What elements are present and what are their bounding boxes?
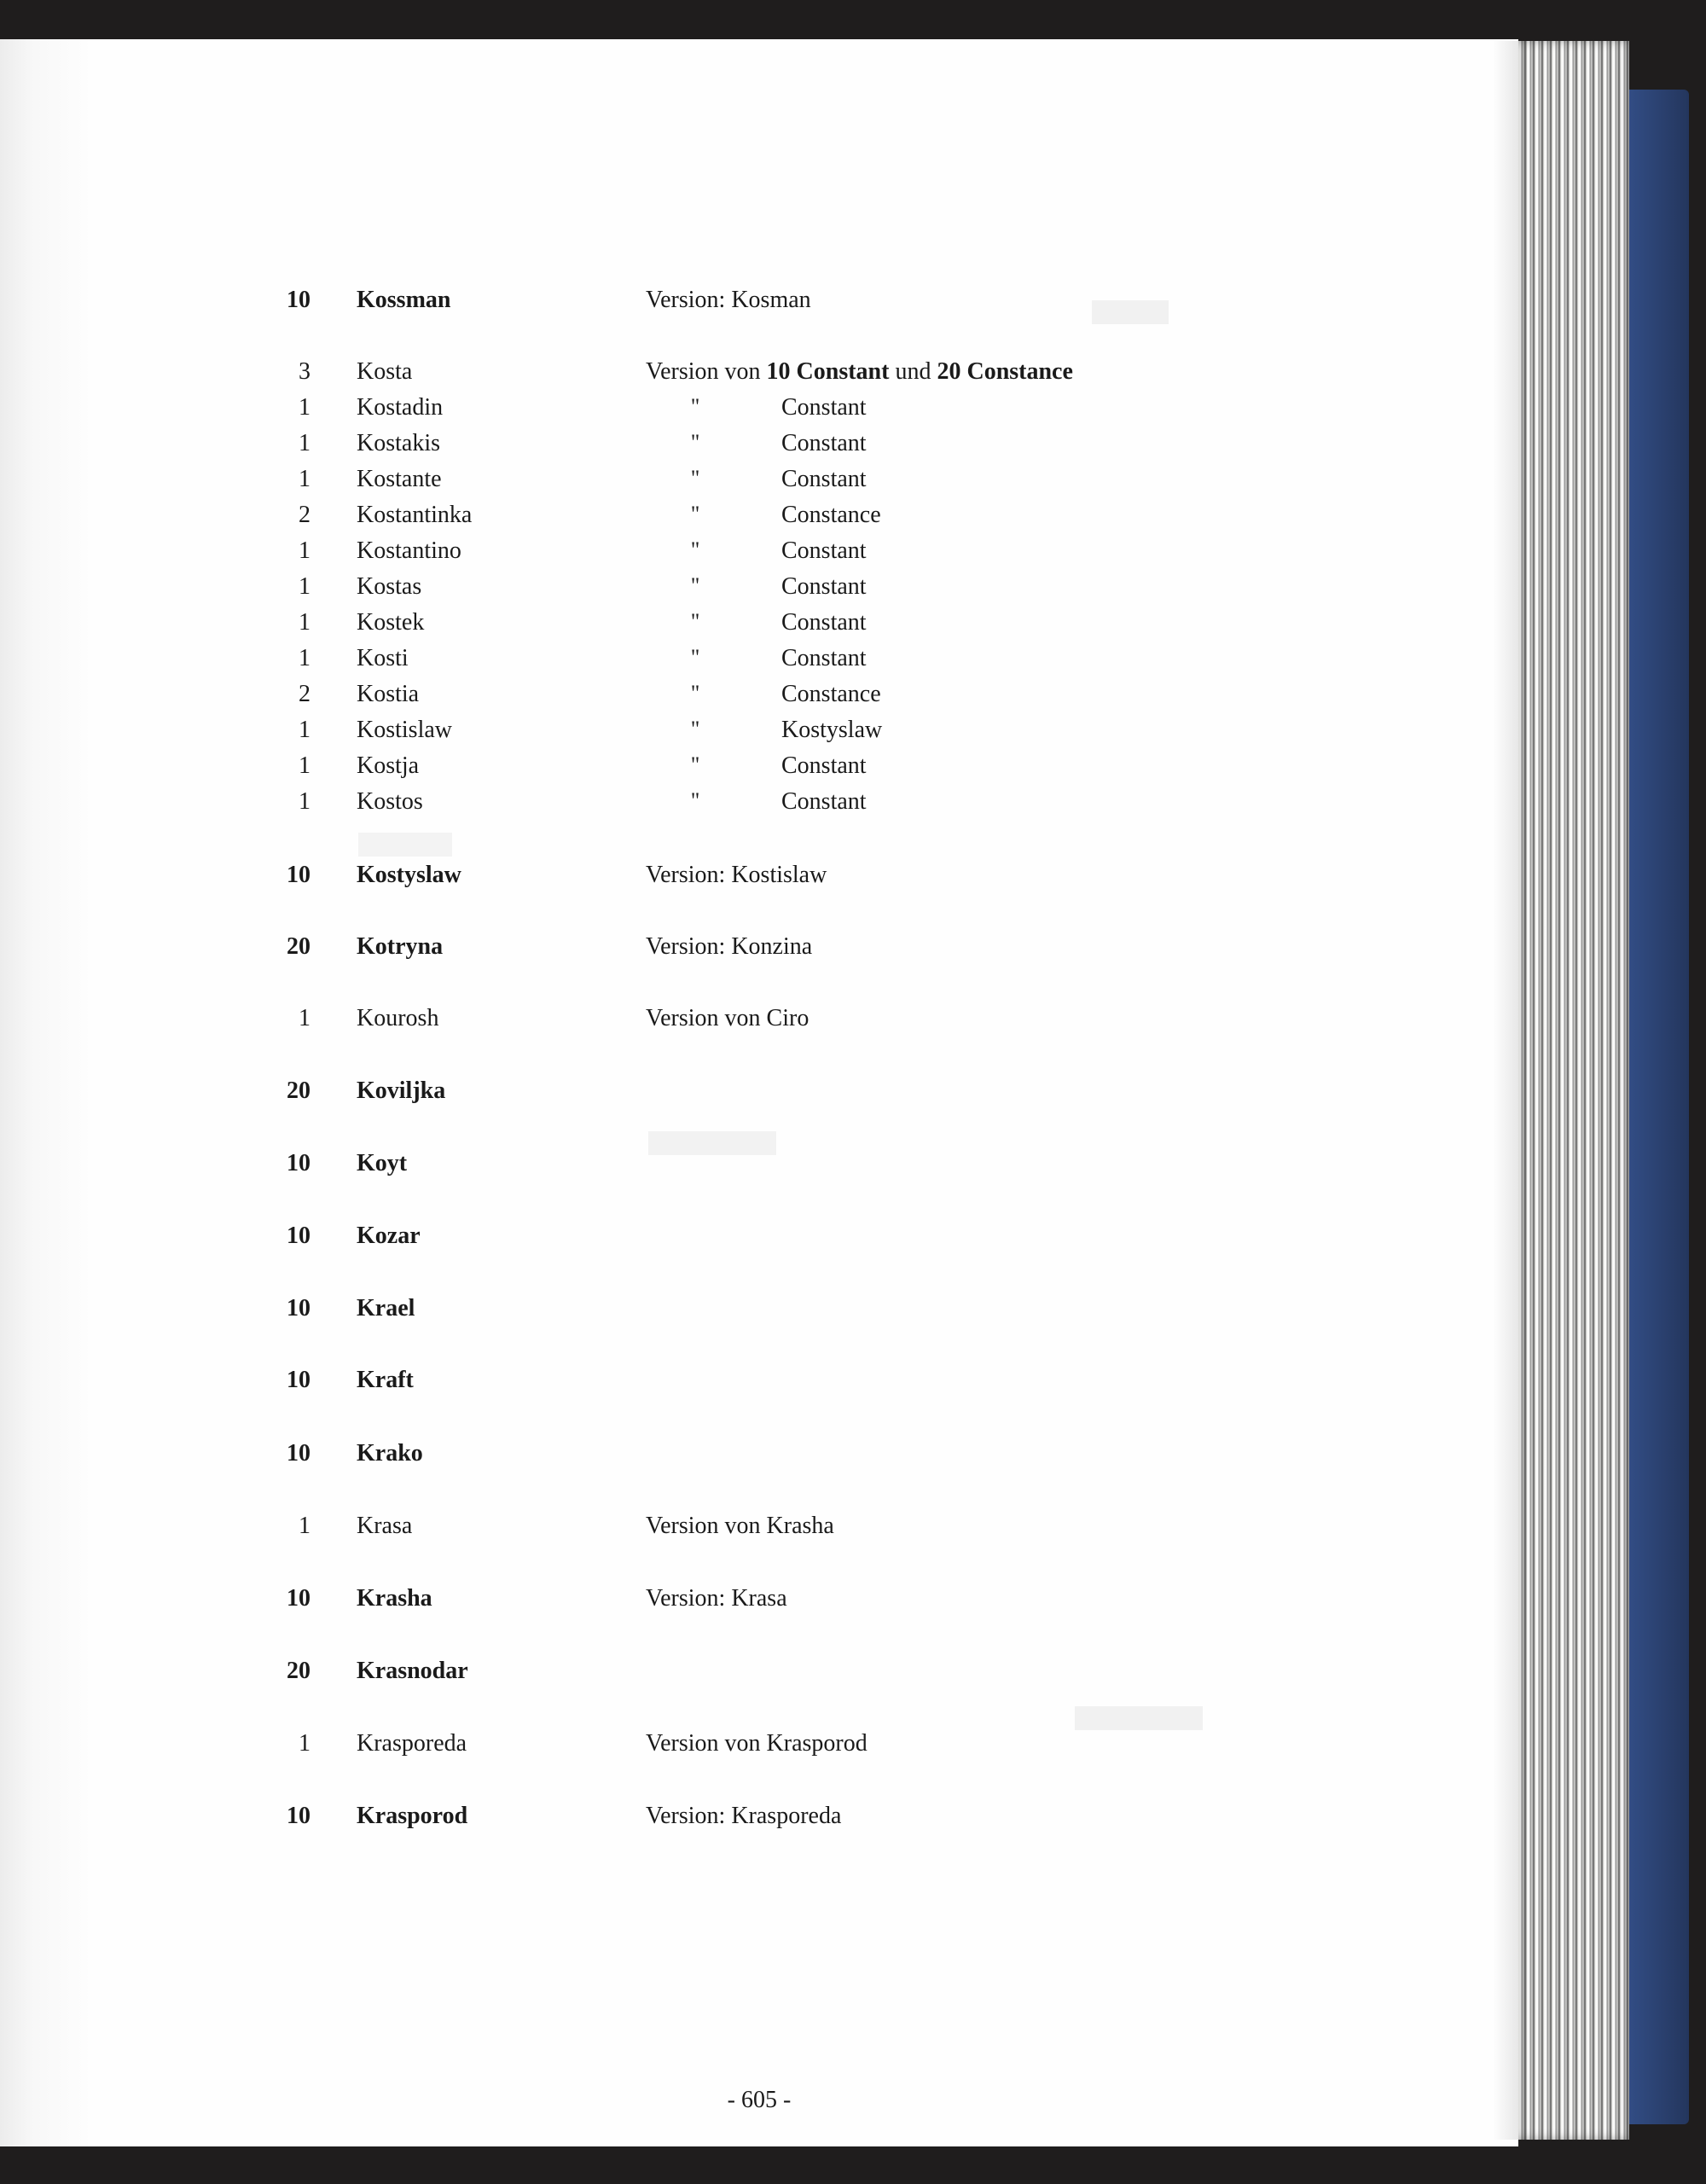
entry-name: Kossman bbox=[357, 287, 451, 313]
name-entry bbox=[0, 1585, 1518, 1619]
entry-name: Krasa bbox=[357, 1513, 413, 1539]
entry-name: Kourosh bbox=[357, 1005, 439, 1031]
entry-number: 10 bbox=[287, 1150, 310, 1176]
entry-number: 1 bbox=[299, 1005, 310, 1031]
name-entry bbox=[0, 1150, 1518, 1184]
entry-target: Constant bbox=[781, 788, 867, 815]
entry-name: Kostante bbox=[357, 466, 442, 492]
entry-name: Krako bbox=[357, 1440, 423, 1467]
entry-name: Krael bbox=[357, 1295, 415, 1321]
name-entry bbox=[0, 573, 1518, 607]
ditto-mark: " bbox=[690, 609, 700, 634]
ditto-mark: " bbox=[690, 430, 700, 455]
name-entry bbox=[0, 933, 1518, 967]
ditto-mark: " bbox=[690, 717, 700, 741]
entry-number: 2 bbox=[299, 502, 310, 528]
name-entry bbox=[0, 1005, 1518, 1039]
name-entry bbox=[0, 1803, 1518, 1837]
entry-target: Constant bbox=[781, 430, 867, 456]
entry-name: Kozar bbox=[357, 1223, 421, 1249]
entry-name: Kostos bbox=[357, 788, 423, 815]
name-entry bbox=[0, 1513, 1518, 1547]
entry-name: Kostek bbox=[357, 609, 425, 636]
name-entry bbox=[0, 1730, 1518, 1764]
name-entry bbox=[0, 681, 1518, 715]
entry-note: Version: Krasporeda bbox=[646, 1803, 842, 1829]
entry-number: 1 bbox=[299, 430, 310, 456]
ditto-mark: " bbox=[690, 573, 700, 598]
entry-name: Kostyslaw bbox=[357, 862, 461, 888]
entry-target: Constant bbox=[781, 394, 867, 421]
entry-number: 1 bbox=[299, 609, 310, 636]
ditto-mark: " bbox=[690, 645, 700, 670]
entry-name: Kosti bbox=[357, 645, 409, 671]
entry-name: Kostia bbox=[357, 681, 420, 707]
entry-name: Kostja bbox=[357, 752, 420, 779]
entry-number: 3 bbox=[299, 358, 310, 385]
entry-target: Constant bbox=[781, 609, 867, 636]
entry-name: Kostantino bbox=[357, 537, 461, 564]
entry-note: Version von Krasporod bbox=[646, 1730, 868, 1757]
ditto-mark: " bbox=[690, 537, 700, 562]
name-entry bbox=[0, 394, 1518, 428]
entry-number: 10 bbox=[287, 862, 310, 888]
entry-note: Version: Konzina bbox=[646, 933, 813, 960]
entry-name: Kostas bbox=[357, 573, 422, 600]
name-entry bbox=[0, 466, 1518, 500]
ditto-mark: " bbox=[690, 394, 700, 419]
entry-number: 10 bbox=[287, 1223, 310, 1249]
entry-note: Version: Krasa bbox=[646, 1585, 787, 1612]
entry-number: 1 bbox=[299, 1730, 310, 1757]
entry-number: 10 bbox=[287, 287, 310, 313]
entry-name: Krasporod bbox=[357, 1803, 468, 1829]
name-entry bbox=[0, 287, 1518, 321]
name-entry bbox=[0, 645, 1518, 679]
entry-note: Version von Krasha bbox=[646, 1513, 834, 1539]
ditto-mark: " bbox=[690, 788, 700, 813]
entry-number: 20 bbox=[287, 933, 310, 960]
entry-number: 10 bbox=[287, 1295, 310, 1321]
entry-number: 1 bbox=[299, 788, 310, 815]
entry-target: Constance bbox=[781, 502, 881, 528]
ditto-mark: " bbox=[690, 752, 700, 777]
name-entry bbox=[0, 752, 1518, 787]
entry-number: 10 bbox=[287, 1585, 310, 1612]
name-entry bbox=[0, 502, 1518, 536]
entry-name: Koviljka bbox=[357, 1077, 446, 1104]
entry-name: Krasporeda bbox=[357, 1730, 467, 1757]
entry-name: Krasnodar bbox=[357, 1658, 468, 1684]
name-entry bbox=[0, 862, 1518, 896]
name-entry bbox=[0, 1077, 1518, 1112]
entry-target: Constant bbox=[781, 573, 867, 600]
entry-number: 1 bbox=[299, 1513, 310, 1539]
entry-name: Kostakis bbox=[357, 430, 440, 456]
entry-name: Kostadin bbox=[357, 394, 444, 421]
name-entry bbox=[0, 430, 1518, 464]
entry-note: Version von Ciro bbox=[646, 1005, 809, 1031]
entry-note: Version: Kosman bbox=[646, 287, 811, 313]
entry-number: 1 bbox=[299, 394, 310, 421]
name-entry bbox=[0, 537, 1518, 572]
entry-number: 1 bbox=[299, 717, 310, 743]
bleed-through-text bbox=[1075, 1706, 1203, 1730]
entry-number: 10 bbox=[287, 1440, 310, 1467]
name-entry bbox=[0, 788, 1518, 822]
name-entry bbox=[0, 358, 1518, 392]
name-entry bbox=[0, 1658, 1518, 1692]
entry-note: Version: Kostislaw bbox=[646, 862, 827, 888]
entry-number: 10 bbox=[287, 1803, 310, 1829]
entry-name: Kraft bbox=[357, 1367, 414, 1393]
entry-number: 20 bbox=[287, 1658, 310, 1684]
name-entry bbox=[0, 609, 1518, 643]
entry-target: Constant bbox=[781, 537, 867, 564]
ditto-mark: " bbox=[690, 502, 700, 526]
entry-number: 1 bbox=[299, 466, 310, 492]
entry-name: Krasha bbox=[357, 1585, 432, 1612]
entry-note: Version von 10 Constant und 20 Constance bbox=[646, 358, 1073, 385]
entry-target: Constance bbox=[781, 681, 881, 707]
entry-target: Kostyslaw bbox=[781, 717, 883, 743]
entry-number: 1 bbox=[299, 645, 310, 671]
entry-name: Kostislaw bbox=[357, 717, 452, 743]
name-entry bbox=[0, 717, 1518, 751]
name-entry bbox=[0, 1295, 1518, 1329]
bleed-through-text bbox=[358, 833, 452, 857]
entry-number: 1 bbox=[299, 537, 310, 564]
ditto-mark: " bbox=[690, 466, 700, 491]
page-number: - 605 - bbox=[727, 2087, 792, 2113]
name-entry bbox=[0, 1223, 1518, 1257]
entry-number: 1 bbox=[299, 752, 310, 779]
entry-name: Kotryna bbox=[357, 933, 444, 960]
entry-name: Kostantinka bbox=[357, 502, 473, 528]
name-entry bbox=[0, 1367, 1518, 1401]
entry-name: Koyt bbox=[357, 1150, 408, 1176]
entry-number: 1 bbox=[299, 573, 310, 600]
entry-target: Constant bbox=[781, 752, 867, 779]
entry-number: 20 bbox=[287, 1077, 310, 1104]
entry-target: Constant bbox=[781, 645, 867, 671]
entry-target: Constant bbox=[781, 466, 867, 492]
ditto-mark: " bbox=[690, 681, 700, 706]
entry-number: 2 bbox=[299, 681, 310, 707]
entry-name: Kosta bbox=[357, 358, 413, 385]
entry-number: 10 bbox=[287, 1367, 310, 1393]
name-entry bbox=[0, 1440, 1518, 1474]
